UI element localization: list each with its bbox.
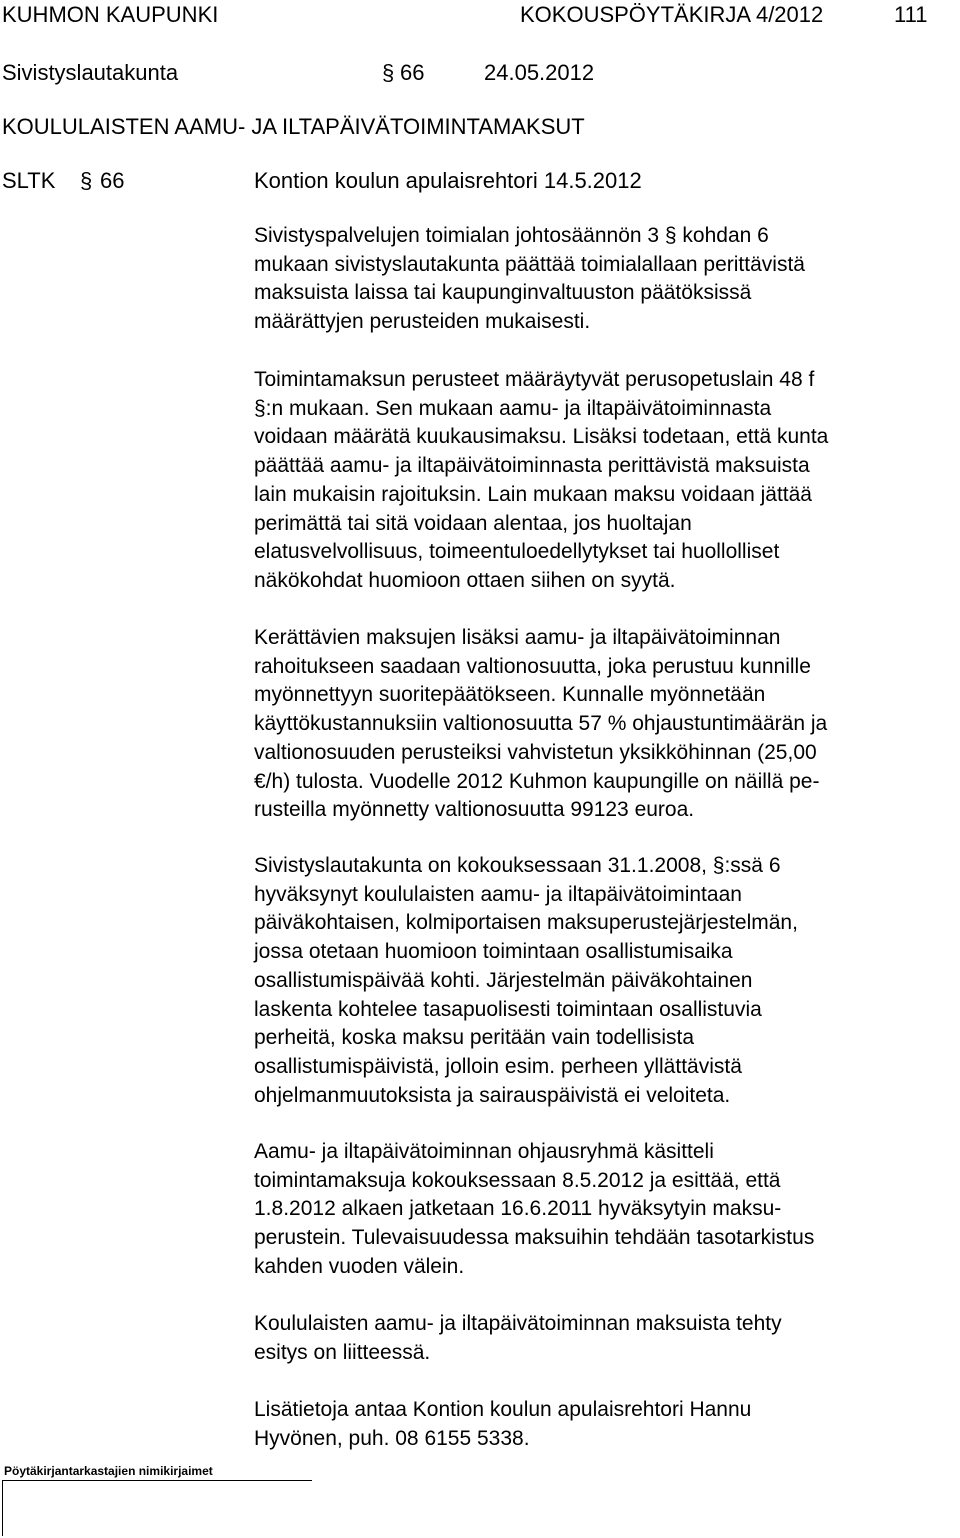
document-type: KOKOUSPÖYTÄKIRJA 4/2012: [520, 2, 824, 27]
initials-label: Pöytäkirjantarkastajien nimikirjaimet: [4, 1464, 213, 1478]
paragraph-johtosaanto: Sivistyspalvelujen toimialan johtosäännön 3 § kohdan 6 mukaan sivistyslautakunta päättää toimialallaan perittävistä maksuista laissa tai kaupunginvaltuuston päätöksissä määrättyjen perusteiden mukaisesti.: [254, 224, 805, 334]
paragraph-toimintamaksun-perusteet: Toimintamaksun perusteet määräytyvät perusopetuslain 48 f §:n mukaan. Sen mukaan aamu- ja iltapäivätoiminnasta voidaan määrätä kuukausimaksu. Lisäksi todetaan, että kunta päättää aamu- ja iltapäivätoiminnasta perittävistä maksuista lain mukaisin rajoituksin. Lain mukaan maksu voidaan jättää perimättä tai sitä voidaan alentaa, jos huoltajan elatusvelvollisuus, toimeentuloedellytykset tai huollolliset näkökohdat huomioon ottaen siihen on syytä.: [254, 368, 829, 592]
section-number: 66: [400, 60, 425, 85]
paragraph-valtionosuus: Kerättävien maksujen lisäksi aamu- ja iltapäivätoiminnan rahoitukseen saadaan valtionosuutta, joka perustuu kunnille myönnettyyn suoritepäätökseen. Kunnalle myönnetään käyttökustannuksiin valtionosuutta 57 % ohjaustuntimäärän ja valtionosuuden perusteiksi vahvistetun yksikköhinnan (25,00 €/h) tulosta. Vuodelle 2012 Kuhmon kaupungille on näillä pe- rusteilla myönnetty valtionosuutta 99123 euroa.: [254, 626, 828, 822]
board-name: Sivistyslautakunta: [2, 60, 179, 85]
reference-section-symbol: §: [80, 168, 93, 193]
paragraph-liite: Koululaisten aamu- ja iltapäivätoiminnan maksuista tehty esitys on liitteessä.: [254, 1312, 782, 1364]
paragraph-maksuperustejarjestelma: Sivistyslautakunta on kokouksessaan 31.1.2008, §:ssä 6 hyväksynyt koululaisten aamu- ja iltapäivätoimintaan päiväkohtaisen, kolmiportaisen maksuperustejärjestelmän, jossa otetaan huomioon toimintaan osallistumisaika osallistumispäivää kohti. Järjestelmän päiväkohtainen laskenta kohtelee tasapuolisesti toimintaan osallistuvia perheitä, koska maksu peritään vain todellisista osallistumispäivistä, jolloin esim. perheen yllättävistä ohjelmanmuutoksista ja sairauspäivistä ei veloiteta.: [254, 854, 798, 1107]
paragraph-ohjausryhma: Aamu- ja iltapäivätoiminnan ohjausryhmä käsitteli toimintamaksuja kokouksessaan 8.5.2012 ja esittää, että 1.8.2012 alkaen jatketaan 16.6.2011 hyväksytyin maksu- perustein. Tulevaisuudessa maksuihin tehdään tasotarkistus kahden vuoden välein.: [254, 1140, 815, 1278]
page-number: 111: [894, 2, 928, 27]
reference-text: Kontion koulun apulaisrehtori 14.5.2012: [254, 168, 642, 193]
reference-number: 66: [100, 168, 125, 193]
meeting-date: 24.05.2012: [484, 60, 595, 85]
organization-name: KUHMON KAUPUNKI: [2, 2, 219, 27]
paragraph-lisatietoja: Lisätietoja antaa Kontion koulun apulaisrehtori Hannu Hyvönen, puh. 08 6155 5338.: [254, 1398, 752, 1450]
reference-code: SLTK: [2, 168, 56, 193]
initials-box: [2, 1480, 312, 1536]
item-subject: KOULULAISTEN AAMU- JA ILTAPÄIVÄTOIMINTAMAKSUT: [2, 114, 585, 139]
section-symbol: §: [382, 60, 395, 85]
